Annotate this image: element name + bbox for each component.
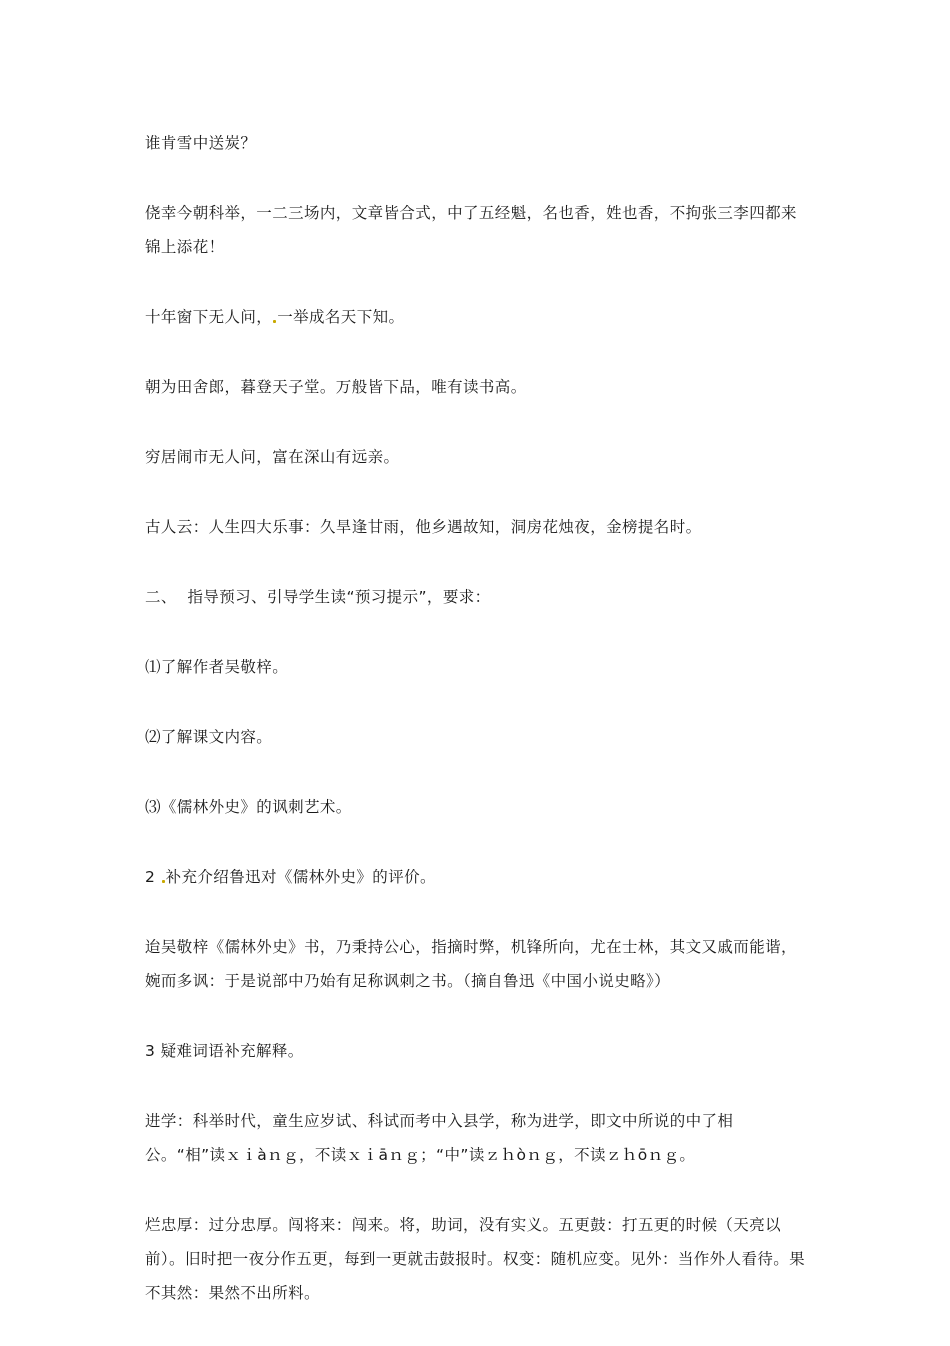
paragraph-text: 十年窗下无人问， <box>145 308 273 326</box>
paragraph: 古人云：人生四大乐事：久旱逢甘雨，他乡遇故知，洞房花烛夜，金榜提名时。 <box>145 518 702 536</box>
paragraph-text: 一举成名天下知。 <box>277 308 405 326</box>
paragraph: 侥幸今朝科举，一二三场内，文章皆合式，中了五经魁，名也香，姓也香，不拘张三李四都来锦上添花！ <box>145 204 797 256</box>
paragraph <box>145 300 810 334</box>
list-item: ⑵了解课文内容。 <box>145 728 273 746</box>
paragraph: 谁肯雪中送炭？ <box>145 134 257 152</box>
highlight-mark <box>273 320 276 323</box>
paragraph-number: 2 <box>145 868 161 886</box>
paragraph: 穷居闹市无人问，富在深山有远亲。 <box>145 448 400 466</box>
list-item: ⑴了解作者吴敬梓。 <box>145 658 289 676</box>
paragraph: 烂忠厚：过分忠厚。闯将来：闯来。将，助词，没有实义。五更鼓：打五更的时候（天亮以前）。旧时把一夜分作五更，每到一更就击鼓报时。权变：随机应变。见外：当作外人看待。果不其然：果然不出所料。 <box>145 1216 806 1302</box>
quotation: 迨吴敬梓《儒林外史》书，乃秉持公心，指摘时弊，机锋所向，尤在士林，其文又戚而能谐，婉而多讽：于是说部中乃始有足称讽刺之书。（摘自鲁迅《中国小说史略》） <box>145 938 797 990</box>
paragraph: 3 疑难词语补充解释。 <box>145 1042 304 1060</box>
document-body <box>145 126 810 1346</box>
paragraph: 朝为田舍郎，暮登天子堂。万般皆下品，唯有读书高。 <box>145 378 527 396</box>
paragraph <box>145 860 810 894</box>
section-heading: 二、 指导预习、引导学生读“预习提示”，要求： <box>145 588 491 606</box>
list-item: ⑶《儒林外史》的讽刺艺术。 <box>145 798 352 816</box>
paragraph-text: 补充介绍鲁迅对《儒林外史》的评价。 <box>165 868 436 886</box>
highlight-mark <box>162 880 165 883</box>
paragraph: 进学：科举时代，童生应岁试、科试而考中入县学，称为进学，即文中所说的中了相公。“相”读ｘｉàｎｇ，不读ｘｉāｎｇ；“中”读ｚｈòｎｇ，不读ｚｈōｎｇ。 <box>145 1112 734 1164</box>
